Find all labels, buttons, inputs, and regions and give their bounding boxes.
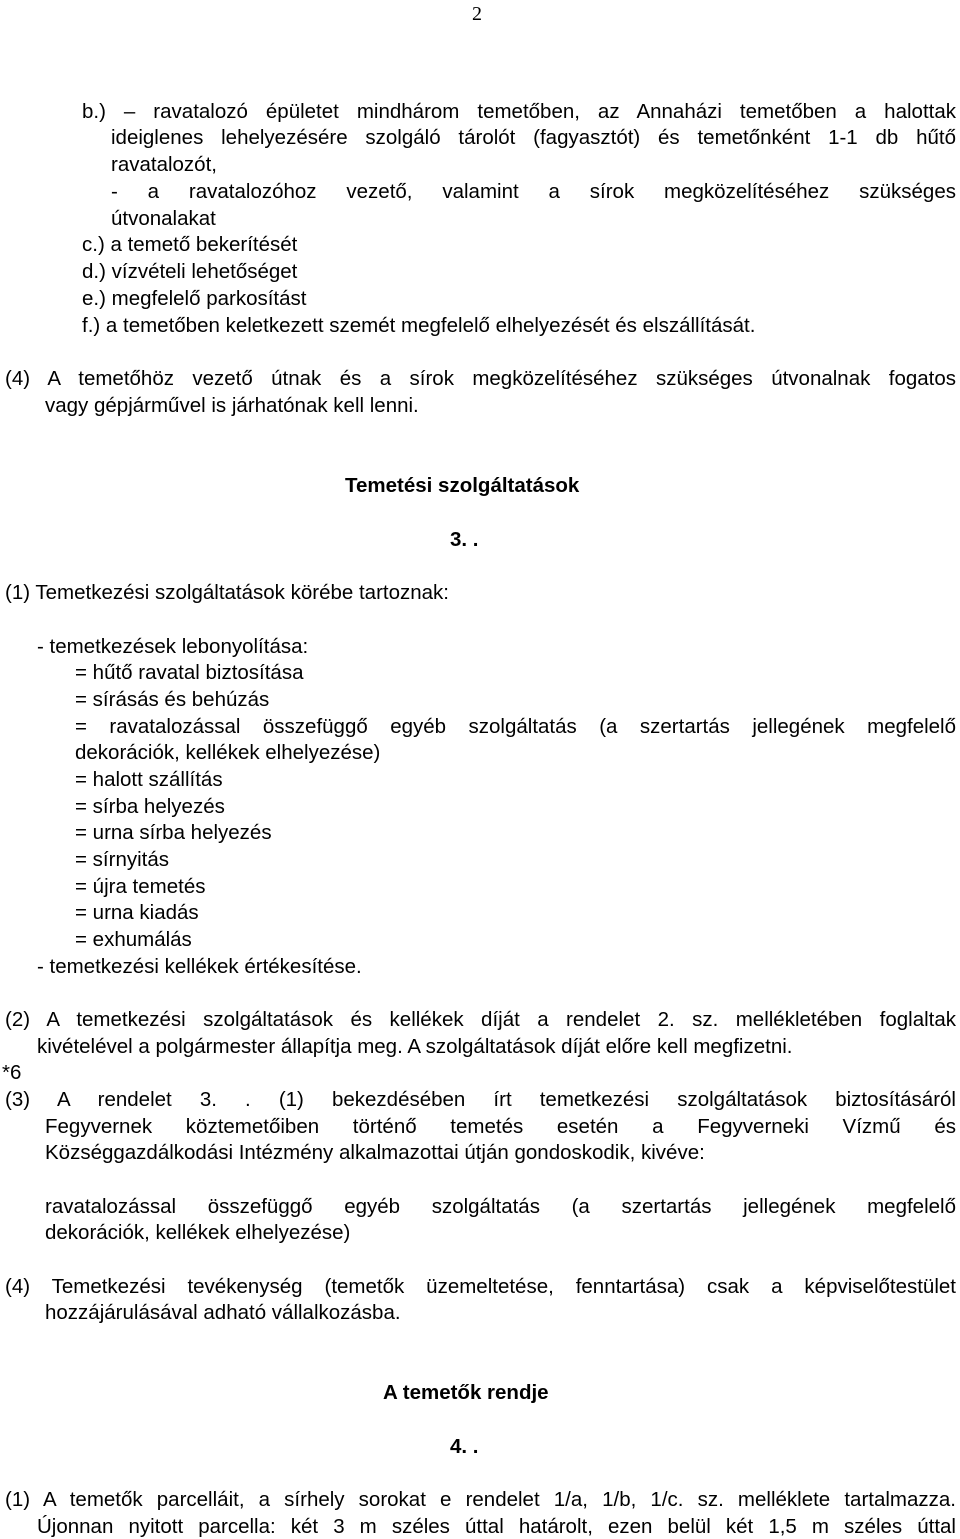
section-b-line-1: b.) – ravatalozó épületet mindhárom temetőben, az Annaházi temetőben a halottak (82, 100, 956, 123)
heading-temetesi-szolgaltatasok: Temetési szolgáltatások (345, 474, 580, 497)
paragraph-4-line-1: (4) A temetőhöz vezető útnak és a sírok megközelítéséhez szükséges útvonalnak fogatos (5, 367, 956, 390)
section-b-line-4: - a ravatalozóhoz vezető, valamint a sírok megközelítéséhez szükséges (111, 180, 956, 203)
s4-paragraph-1-line-2: Újonnan nyitott parcella: két 3 m széles úttal határolt, ezen belül két 1,5 m széles úttal (37, 1515, 956, 1538)
footnote-mark: *6 (2, 1061, 22, 1084)
s3-paragraph-1: (1) Temetkezési szolgáltatások körébe tartoznak: (5, 581, 450, 604)
list-item: = sírásás és behúzás (75, 688, 270, 711)
s3-paragraph-3-line-2: Fegyvernek köztemetőiben történő temetés esetén a Fegyverneki Vízmű és (45, 1115, 956, 1138)
list-item: = ravatalozással összefüggő egyéb szolgáltatás (a szertartás jellegének megfelelő (75, 715, 956, 738)
section-f: f.) a temetőben keletkezett szemét megfelelő elhelyezését és elszállítását. (82, 314, 756, 337)
list-item: = urna sírba helyezés (75, 821, 272, 844)
list-item: = hűtő ravatal biztosítása (75, 661, 304, 684)
section-4-number: 4. . (450, 1435, 479, 1458)
list-item: - temetkezések lebonyolítása: (37, 635, 309, 658)
s3-paragraph-3-line-3: Községgazdálkodási Intézmény alkalmazottai útján gondoskodik, kivéve: (45, 1141, 705, 1164)
s3-paragraph-4-line-1: (4) Temetkezési tevékenység (temetők üzemeltetése, fenntartása) csak a képviselőtestület (5, 1275, 956, 1298)
s3-paragraph-2-line-1: (2) A temetkezési szolgáltatások és kellékek díját a rendelet 2. sz. mellékletében foglaltak (5, 1008, 956, 1031)
list-item: = sírnyitás (75, 848, 169, 871)
page-number: 2 (472, 3, 482, 25)
s3-paragraph-3-line-5: dekorációk, kellékek elhelyezése) (45, 1221, 351, 1244)
heading-a-temetok-rendje: A temetők rendje (383, 1381, 549, 1404)
section-d: d.) vízvételi lehetőséget (82, 260, 298, 283)
s3-paragraph-3-line-4: ravatalozással összefüggő egyéb szolgáltatás (a szertartás jellegének megfelelő (45, 1195, 956, 1218)
section-b-line-2: ideiglenes lehelyezésére szolgáló tárolót (fagyasztót) és temetőnként 1-1 db hűtő (111, 126, 956, 149)
list-item: = sírba helyezés (75, 795, 225, 818)
list-item: = exhumálás (75, 928, 192, 951)
list-item: = halott szállítás (75, 768, 223, 791)
list-item: = újra temetés (75, 875, 206, 898)
section-3-number: 3. . (450, 528, 479, 551)
paragraph-4-line-2: vagy gépjárművel is járhatónak kell lenni. (45, 394, 419, 417)
section-c: c.) a temető bekerítését (82, 233, 298, 256)
s4-paragraph-1-line-1: (1) A temetők parcelláit, a sírhely sorokat e rendelet 1/a, 1/b, 1/c. sz. melléklete tartalmazza. (5, 1488, 956, 1511)
s3-paragraph-3-line-1: (3) A rendelet 3. . (1) bekezdésében írt temetkezési szolgáltatások biztosításáról (5, 1088, 956, 1111)
section-b-line-3: ravatalozót, (111, 153, 217, 176)
s3-paragraph-2-line-2: kivételével a polgármester állapítja meg. A szolgáltatások díját előre kell megfizetni. (37, 1035, 793, 1058)
s3-paragraph-4-line-2: hozzájárulásával adható vállalkozásba. (45, 1301, 401, 1324)
list-item: dekorációk, kellékek elhelyezése) (75, 741, 381, 764)
list-item: = urna kiadás (75, 901, 199, 924)
section-b-line-5: útvonalakat (111, 207, 216, 230)
list-item: - temetkezési kellékek értékesítése. (37, 955, 362, 978)
section-e: e.) megfelelő parkosítást (82, 287, 307, 310)
